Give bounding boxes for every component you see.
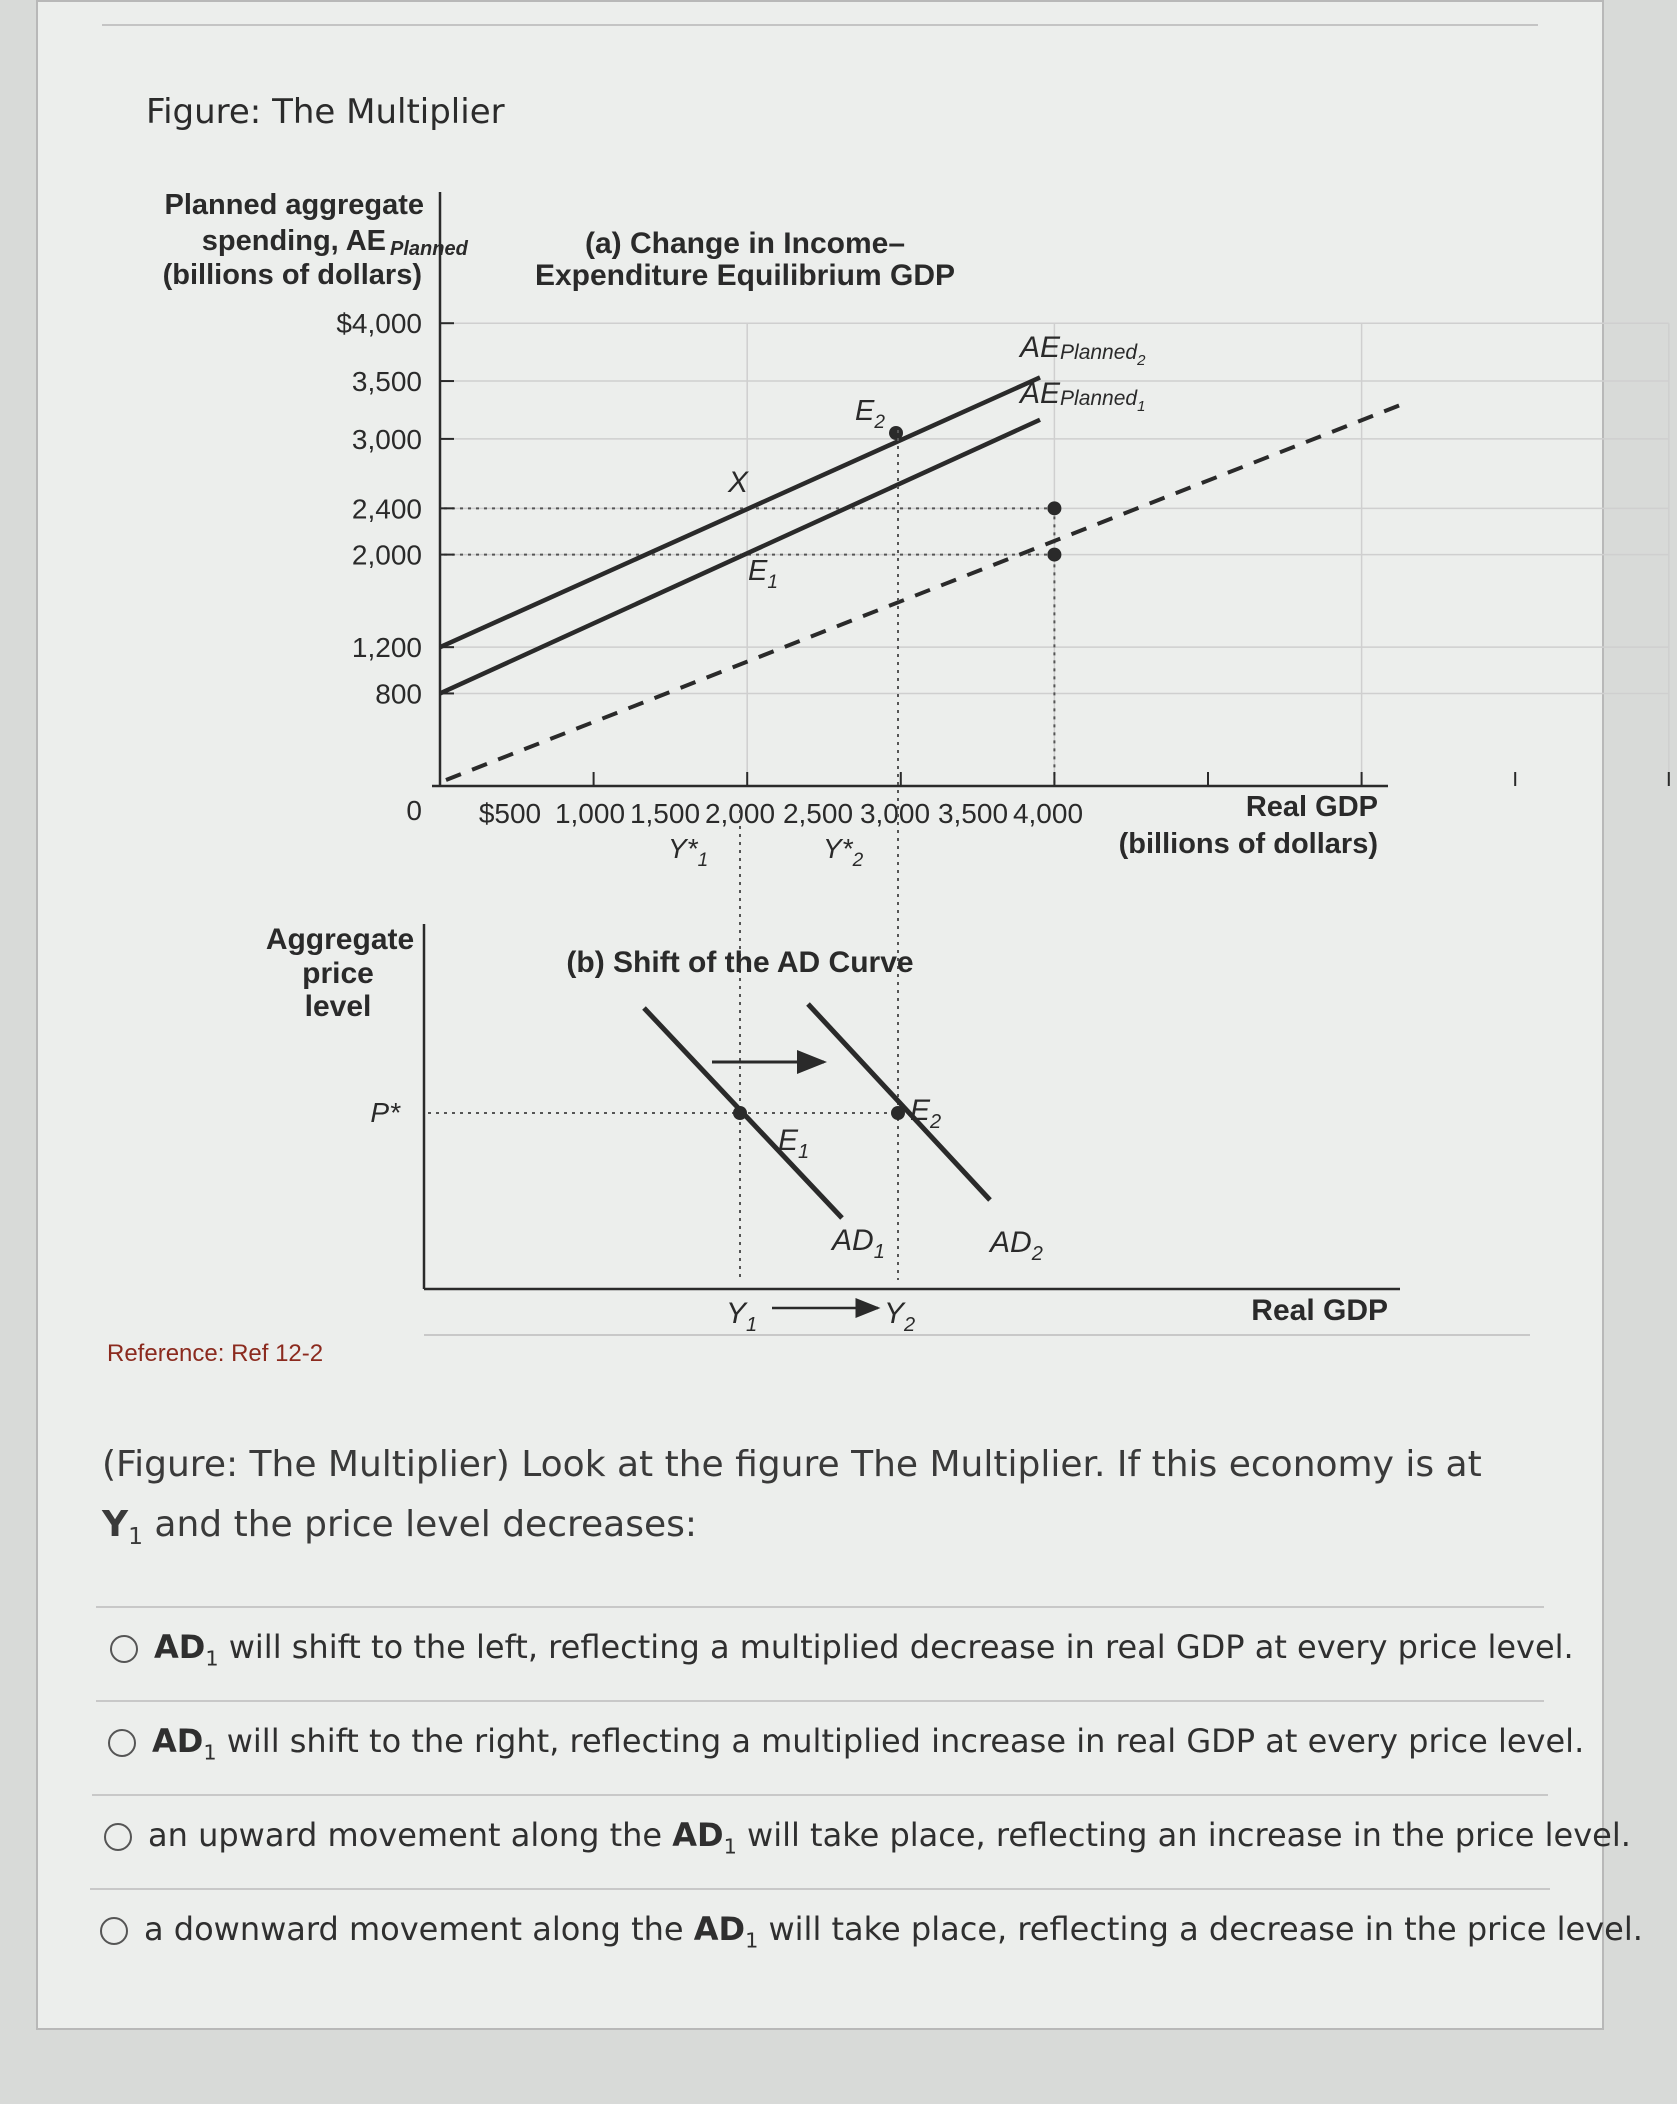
- y-tick-label: 3,000: [351, 423, 422, 455]
- point-e1-b: [733, 1106, 747, 1120]
- y-tick-label: 2,000: [351, 539, 422, 571]
- point-x: [1047, 501, 1061, 515]
- ad2-curve: [808, 1004, 990, 1200]
- ae-planned-2-label: AEPlanned$_2$: [1020, 331, 1146, 369]
- y-tick-label: 1,200: [351, 632, 422, 664]
- option-divider: [96, 1606, 1544, 1608]
- option-divider: [92, 1794, 1548, 1796]
- svg-text:Y*2: $Y*_2$: [823, 833, 864, 871]
- svg-text:AD1: $AD_1$: [832, 1224, 885, 1263]
- y-tick-label: 2,400: [351, 493, 422, 525]
- option-text: $AD_1$ will shift to the right, reflecting a multiplied increase in real GDP at every price level.: [152, 1722, 1585, 1765]
- ae-planned-2-line: [440, 377, 1040, 647]
- y-star-label: [823, 833, 864, 871]
- p-star-label: P*: [370, 1097, 400, 1128]
- panel-a-title-line1: (a) Change in Income–: [584, 227, 906, 260]
- panel-a-ylabel-line2: spending, AE: [201, 225, 386, 257]
- y2-label-b: [884, 1297, 915, 1336]
- panel-a-xlabel-line1: Real GDP: [1245, 791, 1378, 823]
- option-divider: [96, 1700, 1544, 1702]
- x-tick-label: 2,500: [782, 798, 854, 829]
- svg-text:Y*1: $Y*_1$: [668, 833, 709, 871]
- x-tick-label: 1,000: [554, 798, 626, 829]
- svg-text:AD2: $AD_2$: [990, 1226, 1043, 1265]
- y1-label-b: [726, 1297, 757, 1336]
- radio-button[interactable]: [100, 1917, 128, 1945]
- panel-a-title-line2: Expenditure Equilibrium GDP: [534, 259, 956, 292]
- point-e1: [1047, 548, 1061, 562]
- option-divider: [90, 1888, 1550, 1890]
- panel-b-title: (b) Shift of the AD Curve: [566, 946, 914, 979]
- answer-option-1[interactable]: [110, 1628, 1574, 1670]
- ae-planned-1-label: AEPlanned$_1$: [1020, 377, 1146, 415]
- x-tick-label: 2,000: [704, 798, 776, 829]
- panel-b-ylabel-line2: price: [302, 957, 374, 990]
- question-text: (Figure: The Multiplier) Look at the figure The Multiplier. If this economy is at $Y_1$ and the price level decreases:: [102, 1444, 1482, 1551]
- x-tick-label: 1,500: [629, 798, 701, 829]
- point-e2: [889, 426, 903, 440]
- figure-title: Figure: The Multiplier: [146, 92, 505, 132]
- y-star-label: [668, 833, 708, 871]
- y-tick-label: 800: [375, 678, 422, 710]
- x-tick-label: 4,000: [1012, 798, 1084, 829]
- radio-button[interactable]: [104, 1823, 132, 1851]
- svg-text:Y1: $Y_1$: [726, 1297, 758, 1336]
- panel-b-chart: [266, 430, 1400, 1336]
- panel-a-xlabel-line2: (billions of dollars): [1118, 828, 1378, 860]
- answer-option-4[interactable]: [100, 1910, 1643, 1952]
- svg-text:Y2: $Y_2$: [884, 1297, 916, 1336]
- svg-text:E2: $E_2$: [910, 1094, 942, 1133]
- panel-a-chart: [163, 189, 1669, 871]
- y-tick-label: $4,000: [336, 308, 422, 340]
- option-text: an upward movement along the $AD_1$ will take place, reflecting an increase in the price level.: [148, 1816, 1631, 1859]
- panel-a-ylabel-sub: Planned: [390, 238, 468, 260]
- panel-b-xlabel: Real GDP: [1251, 1294, 1388, 1327]
- panel-a-ylabel-line1: Planned aggregate: [164, 189, 424, 221]
- y-tick-label: 0: [406, 795, 422, 826]
- reference-label: Reference: Ref 12-2: [107, 1340, 324, 1367]
- radio-button[interactable]: [108, 1729, 136, 1757]
- e2-label: $E_2$: [855, 395, 885, 433]
- x-tick-label: 3,000: [859, 798, 931, 829]
- x-tick-label: 3,500: [937, 798, 1009, 829]
- x-label: X: [728, 466, 749, 499]
- panel-b-ylabel-line1: Aggregate: [265, 923, 415, 956]
- answer-option-3[interactable]: [104, 1816, 1631, 1858]
- y-tick-label: 3,500: [351, 366, 422, 398]
- svg-text:E1: $E_1$: [778, 1124, 810, 1163]
- panel-a-y-ticks: [336, 308, 454, 826]
- panel-a-series: [440, 331, 1400, 780]
- ad2-label: [988, 1226, 1043, 1265]
- ad1-label: [830, 1224, 885, 1263]
- panel-a-ylabel-line3: (billions of dollars): [162, 259, 422, 291]
- option-text: a downward movement along the $AD_1$ will take place, reflecting a decrease in the price level.: [144, 1910, 1643, 1953]
- answer-option-2[interactable]: [108, 1722, 1584, 1764]
- radio-button[interactable]: [110, 1635, 138, 1663]
- x-tick-label: $500: [478, 798, 542, 829]
- ae-planned-1-line: [440, 420, 1040, 694]
- option-text: $AD_1$ will shift to the left, reflecting a multiplied decrease in real GDP at every price level.: [154, 1628, 1574, 1671]
- forty-five-degree-line: [446, 405, 1400, 780]
- point-e2-b: [891, 1106, 905, 1120]
- e1-label: $E_1$: [748, 555, 778, 593]
- panel-b-ylabel-line3: level: [304, 990, 372, 1023]
